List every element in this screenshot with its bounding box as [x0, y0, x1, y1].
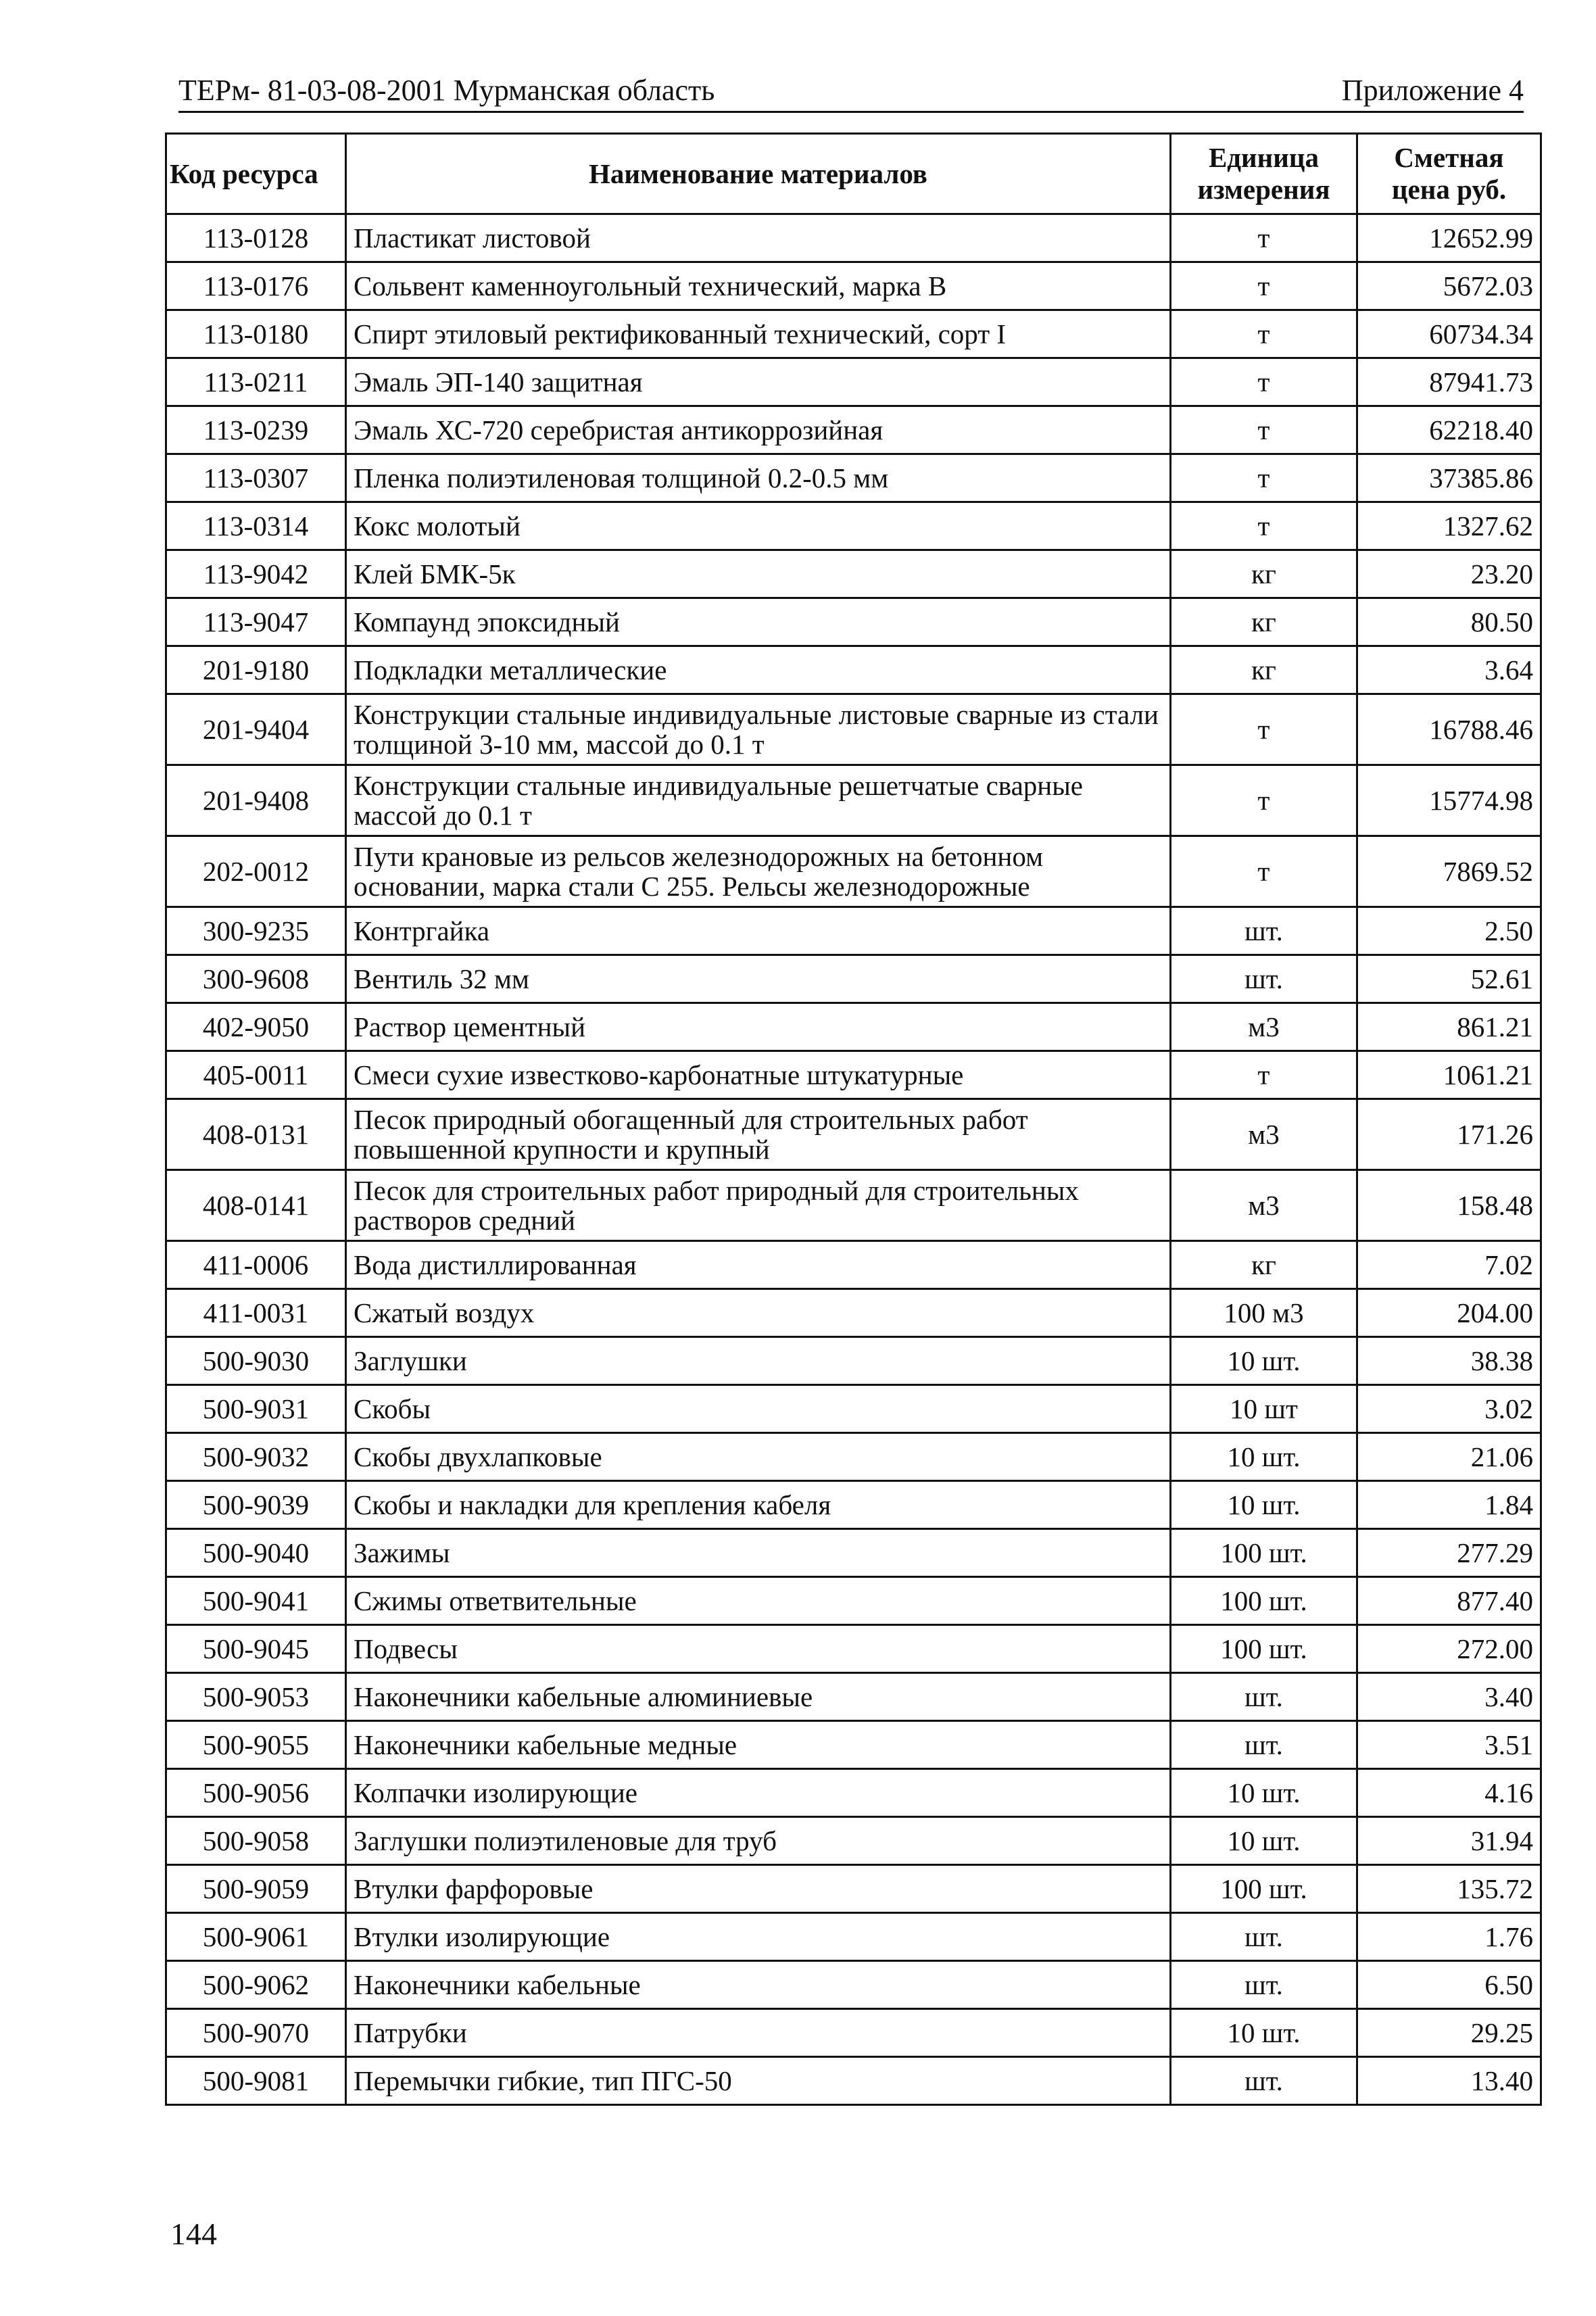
table-row	[166, 1913, 1541, 1961]
cell-code: 500-9041	[166, 1577, 346, 1625]
cell-unit: м3	[1171, 1003, 1357, 1051]
table-row	[166, 1003, 1541, 1051]
page-number: 144	[170, 2217, 217, 2251]
cell-name: Кокс молотый	[346, 502, 1171, 550]
cell-code: 500-9045	[166, 1625, 346, 1673]
cell-price: 7.02	[1357, 1241, 1541, 1289]
cell-name: Песок для строительных работ природный для строительных растворов средний	[346, 1170, 1171, 1241]
cell-unit: шт.	[1171, 1961, 1357, 2009]
cell-name: Спирт этиловый ректификованный технический, сорт I	[346, 310, 1171, 358]
cell-price: 171.26	[1357, 1099, 1541, 1170]
table-row	[166, 1817, 1541, 1865]
cell-unit: т	[1171, 406, 1357, 454]
table-header-row	[166, 134, 1541, 214]
cell-price: 5672.03	[1357, 262, 1541, 310]
cell-code: 113-0239	[166, 406, 346, 454]
cell-code: 113-0314	[166, 502, 346, 550]
cell-unit: 10 шт.	[1171, 1481, 1357, 1529]
cell-unit: шт.	[1171, 1913, 1357, 1961]
table-row	[166, 1529, 1541, 1577]
cell-unit: т	[1171, 262, 1357, 310]
cell-unit: 100 шт.	[1171, 1577, 1357, 1625]
cell-unit: т	[1171, 1051, 1357, 1099]
cell-price: 4.16	[1357, 1769, 1541, 1817]
table-row	[166, 1385, 1541, 1433]
cell-price: 37385.86	[1357, 454, 1541, 502]
cell-name: Конструкции стальные индивидуальные листовые сварные из стали толщиной 3-10 мм, массой до 0.1 т	[346, 694, 1171, 765]
table-row	[166, 1051, 1541, 1099]
cell-unit: 10 шт.	[1171, 2009, 1357, 2057]
cell-price: 135.72	[1357, 1865, 1541, 1913]
table-row	[166, 2009, 1541, 2057]
cell-code: 411-0031	[166, 1289, 346, 1337]
cell-price: 52.61	[1357, 955, 1541, 1003]
cell-code: 113-0211	[166, 358, 346, 406]
materials-table	[165, 132, 1542, 2106]
cell-price: 60734.34	[1357, 310, 1541, 358]
cell-name: Скобы и накладки для крепления кабеля	[346, 1481, 1171, 1529]
table-row	[166, 646, 1541, 694]
cell-unit: шт.	[1171, 1673, 1357, 1721]
cell-unit: 10 шт.	[1171, 1337, 1357, 1385]
cell-name: Вода дистиллированная	[346, 1241, 1171, 1289]
cell-price: 16788.46	[1357, 694, 1541, 765]
cell-name: Эмаль ХС-720 серебристая антикоррозийная	[346, 406, 1171, 454]
cell-code: 500-9056	[166, 1769, 346, 1817]
cell-price: 1.76	[1357, 1913, 1541, 1961]
cell-code: 500-9081	[166, 2057, 346, 2105]
table-row	[166, 1170, 1541, 1241]
cell-unit: кг	[1171, 550, 1357, 598]
table-row	[166, 1625, 1541, 1673]
cell-code: 500-9031	[166, 1385, 346, 1433]
column-header-name: Наименование материалов	[346, 134, 1171, 214]
cell-code: 500-9062	[166, 1961, 346, 2009]
cell-price: 21.06	[1357, 1433, 1541, 1481]
cell-code: 405-0011	[166, 1051, 346, 1099]
cell-price: 29.25	[1357, 2009, 1541, 2057]
cell-price: 3.02	[1357, 1385, 1541, 1433]
cell-name: Сжатый воздух	[346, 1289, 1171, 1337]
table-row	[166, 598, 1541, 646]
cell-unit: шт.	[1171, 955, 1357, 1003]
table-row	[166, 1865, 1541, 1913]
cell-code: 113-0128	[166, 214, 346, 262]
cell-code: 500-9039	[166, 1481, 346, 1529]
cell-name: Сольвент каменноугольный технический, марка В	[346, 262, 1171, 310]
cell-code: 500-9070	[166, 2009, 346, 2057]
table-row	[166, 836, 1541, 907]
cell-name: Компаунд эпоксидный	[346, 598, 1171, 646]
cell-code: 113-9042	[166, 550, 346, 598]
cell-unit: шт.	[1171, 1721, 1357, 1769]
table-row	[166, 1673, 1541, 1721]
cell-unit: 10 шт.	[1171, 1769, 1357, 1817]
table-row	[166, 1961, 1541, 2009]
cell-unit: т	[1171, 454, 1357, 502]
column-header-unit: Единица измерения	[1171, 134, 1357, 214]
cell-name: Пути крановые из рельсов железнодорожных на бетонном основании, марка стали С 255. Рельсы железнодорожные	[346, 836, 1171, 907]
cell-name: Клей БМК-5к	[346, 550, 1171, 598]
cell-name: Колпачки изолирующие	[346, 1769, 1171, 1817]
page-header	[178, 72, 1524, 113]
cell-code: 300-9235	[166, 907, 346, 955]
cell-unit: т	[1171, 694, 1357, 765]
cell-unit: т	[1171, 214, 1357, 262]
cell-name: Наконечники кабельные алюминиевые	[346, 1673, 1171, 1721]
cell-price: 2.50	[1357, 907, 1541, 955]
cell-price: 272.00	[1357, 1625, 1541, 1673]
cell-price: 1327.62	[1357, 502, 1541, 550]
cell-unit: 10 шт.	[1171, 1817, 1357, 1865]
cell-unit: 100 шт.	[1171, 1625, 1357, 1673]
cell-unit: шт.	[1171, 2057, 1357, 2105]
cell-code: 500-9053	[166, 1673, 346, 1721]
cell-unit: шт.	[1171, 907, 1357, 955]
cell-code: 402-9050	[166, 1003, 346, 1051]
table-row	[166, 1099, 1541, 1170]
table-row	[166, 765, 1541, 836]
cell-price: 158.48	[1357, 1170, 1541, 1241]
cell-unit: 10 шт.	[1171, 1433, 1357, 1481]
cell-name: Зажимы	[346, 1529, 1171, 1577]
cell-code: 201-9404	[166, 694, 346, 765]
cell-name: Пленка полиэтиленовая толщиной 0.2-0.5 мм	[346, 454, 1171, 502]
cell-price: 204.00	[1357, 1289, 1541, 1337]
cell-code: 500-9059	[166, 1865, 346, 1913]
cell-name: Патрубки	[346, 2009, 1171, 2057]
cell-code: 500-9058	[166, 1817, 346, 1865]
cell-price: 877.40	[1357, 1577, 1541, 1625]
cell-price: 1061.21	[1357, 1051, 1541, 1099]
cell-price: 15774.98	[1357, 765, 1541, 836]
cell-unit: т	[1171, 502, 1357, 550]
cell-unit: кг	[1171, 646, 1357, 694]
cell-name: Заглушки	[346, 1337, 1171, 1385]
cell-price: 6.50	[1357, 1961, 1541, 2009]
cell-code: 500-9061	[166, 1913, 346, 1961]
table-row	[166, 262, 1541, 310]
cell-price: 3.51	[1357, 1721, 1541, 1769]
cell-name: Заглушки полиэтиленовые для труб	[346, 1817, 1171, 1865]
cell-code: 411-0006	[166, 1241, 346, 1289]
cell-unit: 100 шт.	[1171, 1865, 1357, 1913]
cell-unit: м3	[1171, 1170, 1357, 1241]
cell-name: Смеси сухие известково-карбонатные штукатурные	[346, 1051, 1171, 1099]
cell-name: Сжимы ответвительные	[346, 1577, 1171, 1625]
table-row	[166, 694, 1541, 765]
cell-name: Пластикат листовой	[346, 214, 1171, 262]
table-row	[166, 550, 1541, 598]
cell-price: 80.50	[1357, 598, 1541, 646]
cell-unit: 100 шт.	[1171, 1529, 1357, 1577]
cell-unit: 100 м3	[1171, 1289, 1357, 1337]
cell-price: 31.94	[1357, 1817, 1541, 1865]
table-row	[166, 1433, 1541, 1481]
cell-price: 3.40	[1357, 1673, 1541, 1721]
document-title: ТЕРм- 81-03-08-2001 Мурманская область	[178, 74, 715, 107]
table-row	[166, 454, 1541, 502]
cell-code: 201-9180	[166, 646, 346, 694]
cell-code: 202-0012	[166, 836, 346, 907]
cell-price: 23.20	[1357, 550, 1541, 598]
cell-name: Раствор цементный	[346, 1003, 1171, 1051]
cell-unit: кг	[1171, 1241, 1357, 1289]
column-header-price: Сметная цена руб.	[1357, 134, 1541, 214]
cell-code: 113-9047	[166, 598, 346, 646]
cell-price: 7869.52	[1357, 836, 1541, 907]
cell-price: 38.38	[1357, 1337, 1541, 1385]
cell-name: Контргайка	[346, 907, 1171, 955]
table-row	[166, 310, 1541, 358]
cell-price: 87941.73	[1357, 358, 1541, 406]
table-row	[166, 1241, 1541, 1289]
cell-code: 113-0307	[166, 454, 346, 502]
cell-name: Песок природный обогащенный для строительных работ повышенной крупности и крупный	[346, 1099, 1171, 1170]
cell-price: 62218.40	[1357, 406, 1541, 454]
appendix-label: Приложение 4	[1341, 74, 1524, 107]
cell-name: Подкладки металлические	[346, 646, 1171, 694]
table-row	[166, 358, 1541, 406]
cell-name: Вентиль 32 мм	[346, 955, 1171, 1003]
cell-price: 277.29	[1357, 1529, 1541, 1577]
cell-name: Наконечники кабельные	[346, 1961, 1171, 2009]
cell-code: 113-0180	[166, 310, 346, 358]
column-header-code: Код ресурса	[166, 134, 346, 214]
cell-unit: т	[1171, 765, 1357, 836]
cell-code: 500-9055	[166, 1721, 346, 1769]
cell-code: 408-0131	[166, 1099, 346, 1170]
table-row	[166, 2057, 1541, 2105]
cell-name: Скобы	[346, 1385, 1171, 1433]
table-row	[166, 214, 1541, 262]
cell-code: 500-9032	[166, 1433, 346, 1481]
cell-code: 500-9030	[166, 1337, 346, 1385]
cell-price: 12652.99	[1357, 214, 1541, 262]
table-row	[166, 406, 1541, 454]
table-row	[166, 1337, 1541, 1385]
cell-unit: 10 шт	[1171, 1385, 1357, 1433]
cell-unit: т	[1171, 358, 1357, 406]
table-row	[166, 1289, 1541, 1337]
cell-name: Подвесы	[346, 1625, 1171, 1673]
cell-unit: т	[1171, 836, 1357, 907]
table-row	[166, 955, 1541, 1003]
cell-name: Втулки изолирующие	[346, 1913, 1171, 1961]
cell-name: Наконечники кабельные медные	[346, 1721, 1171, 1769]
cell-name: Конструкции стальные индивидуальные решетчатые сварные массой до 0.1 т	[346, 765, 1171, 836]
cell-unit: кг	[1171, 598, 1357, 646]
table-row	[166, 1481, 1541, 1529]
cell-price: 3.64	[1357, 646, 1541, 694]
cell-code: 113-0176	[166, 262, 346, 310]
cell-unit: т	[1171, 310, 1357, 358]
cell-unit: м3	[1171, 1099, 1357, 1170]
cell-price: 861.21	[1357, 1003, 1541, 1051]
cell-name: Эмаль ЭП-140 защитная	[346, 358, 1171, 406]
cell-code: 500-9040	[166, 1529, 346, 1577]
cell-code: 300-9608	[166, 955, 346, 1003]
cell-name: Перемычки гибкие, тип ПГС-50	[346, 2057, 1171, 2105]
table-body	[166, 214, 1541, 2105]
cell-code: 408-0141	[166, 1170, 346, 1241]
cell-price: 1.84	[1357, 1481, 1541, 1529]
table-row	[166, 1577, 1541, 1625]
cell-name: Втулки фарфоровые	[346, 1865, 1171, 1913]
table-row	[166, 1721, 1541, 1769]
table-row	[166, 907, 1541, 955]
cell-code: 201-9408	[166, 765, 346, 836]
cell-name: Скобы двухлапковые	[346, 1433, 1171, 1481]
cell-price: 13.40	[1357, 2057, 1541, 2105]
table-row	[166, 502, 1541, 550]
table-row	[166, 1769, 1541, 1817]
